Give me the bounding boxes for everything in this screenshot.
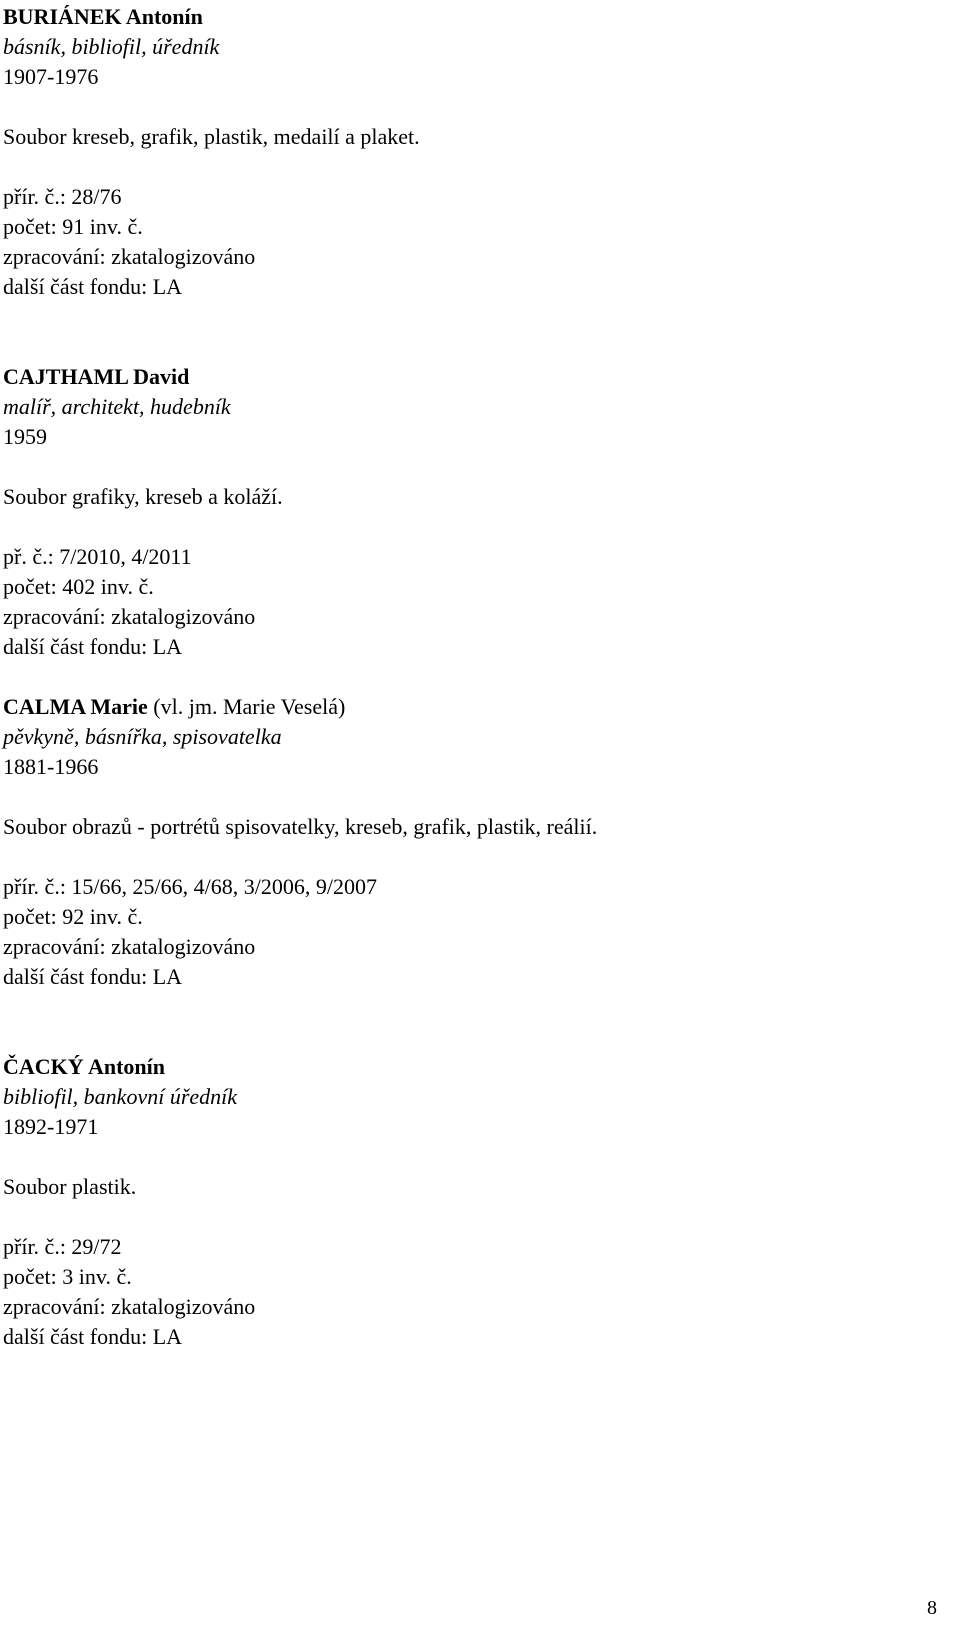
entry-cacky — [3, 1052, 923, 1352]
entry-accession: přír. č.: 28/76 — [3, 184, 122, 209]
entry-calma — [3, 692, 923, 992]
entry-accession: přír. č.: 29/72 — [3, 1234, 122, 1259]
entry-description: Soubor plastik. — [3, 1174, 137, 1199]
entry-name: CAJTHAML David — [3, 364, 190, 389]
entry-role: básník, bibliofil, úředník — [3, 34, 220, 59]
document-page — [3, 2, 923, 1352]
entry-heading — [3, 692, 923, 722]
entry-name-suffix: (vl. jm. Marie Veselá) — [147, 694, 346, 719]
entry-processing: zpracování: zkatalogizováno — [3, 604, 256, 629]
entry-role: bibliofil, bankovní úředník — [3, 1084, 238, 1109]
entry-years: 1881-1966 — [3, 754, 99, 779]
entry-heading — [3, 1052, 923, 1082]
entry-other-part: další část fondu: LA — [3, 964, 183, 989]
entry-years: 1892-1971 — [3, 1114, 99, 1139]
entry-name: BURIÁNEK Antonín — [3, 4, 203, 29]
entry-burianek — [3, 2, 923, 302]
page-number: 8 — [927, 1597, 937, 1619]
entry-name: CALMA Marie — [3, 694, 148, 719]
entry-name: ČACKÝ Antonín — [3, 1054, 165, 1079]
entry-role: malíř, architekt, hudebník — [3, 394, 231, 419]
entry-cajthaml — [3, 362, 923, 662]
entry-description: Soubor grafiky, kreseb a koláží. — [3, 484, 283, 509]
entry-heading — [3, 362, 923, 392]
entry-count: počet: 3 inv. č. — [3, 1264, 132, 1289]
entry-count: počet: 402 inv. č. — [3, 574, 154, 599]
entry-accession: přír. č.: 15/66, 25/66, 4/68, 3/2006, 9/2007 — [3, 874, 377, 899]
entry-other-part: další část fondu: LA — [3, 274, 183, 299]
entry-accession: př. č.: 7/2010, 4/2011 — [3, 544, 192, 569]
entry-description: Soubor kreseb, grafik, plastik, medailí a plaket. — [3, 124, 420, 149]
entry-count: počet: 92 inv. č. — [3, 904, 143, 929]
entry-other-part: další část fondu: LA — [3, 634, 183, 659]
entry-processing: zpracování: zkatalogizováno — [3, 934, 256, 959]
entry-description: Soubor obrazů - portrétů spisovatelky, kreseb, grafik, plastik, reálií. — [3, 814, 598, 839]
entry-heading — [3, 2, 923, 32]
entry-years: 1959 — [3, 424, 47, 449]
entry-years: 1907-1976 — [3, 64, 99, 89]
entry-other-part: další část fondu: LA — [3, 1324, 183, 1349]
entry-count: počet: 91 inv. č. — [3, 214, 143, 239]
entry-processing: zpracování: zkatalogizováno — [3, 1294, 256, 1319]
entry-role: pěvkyně, básnířka, spisovatelka — [3, 724, 282, 749]
entry-processing: zpracování: zkatalogizováno — [3, 244, 256, 269]
